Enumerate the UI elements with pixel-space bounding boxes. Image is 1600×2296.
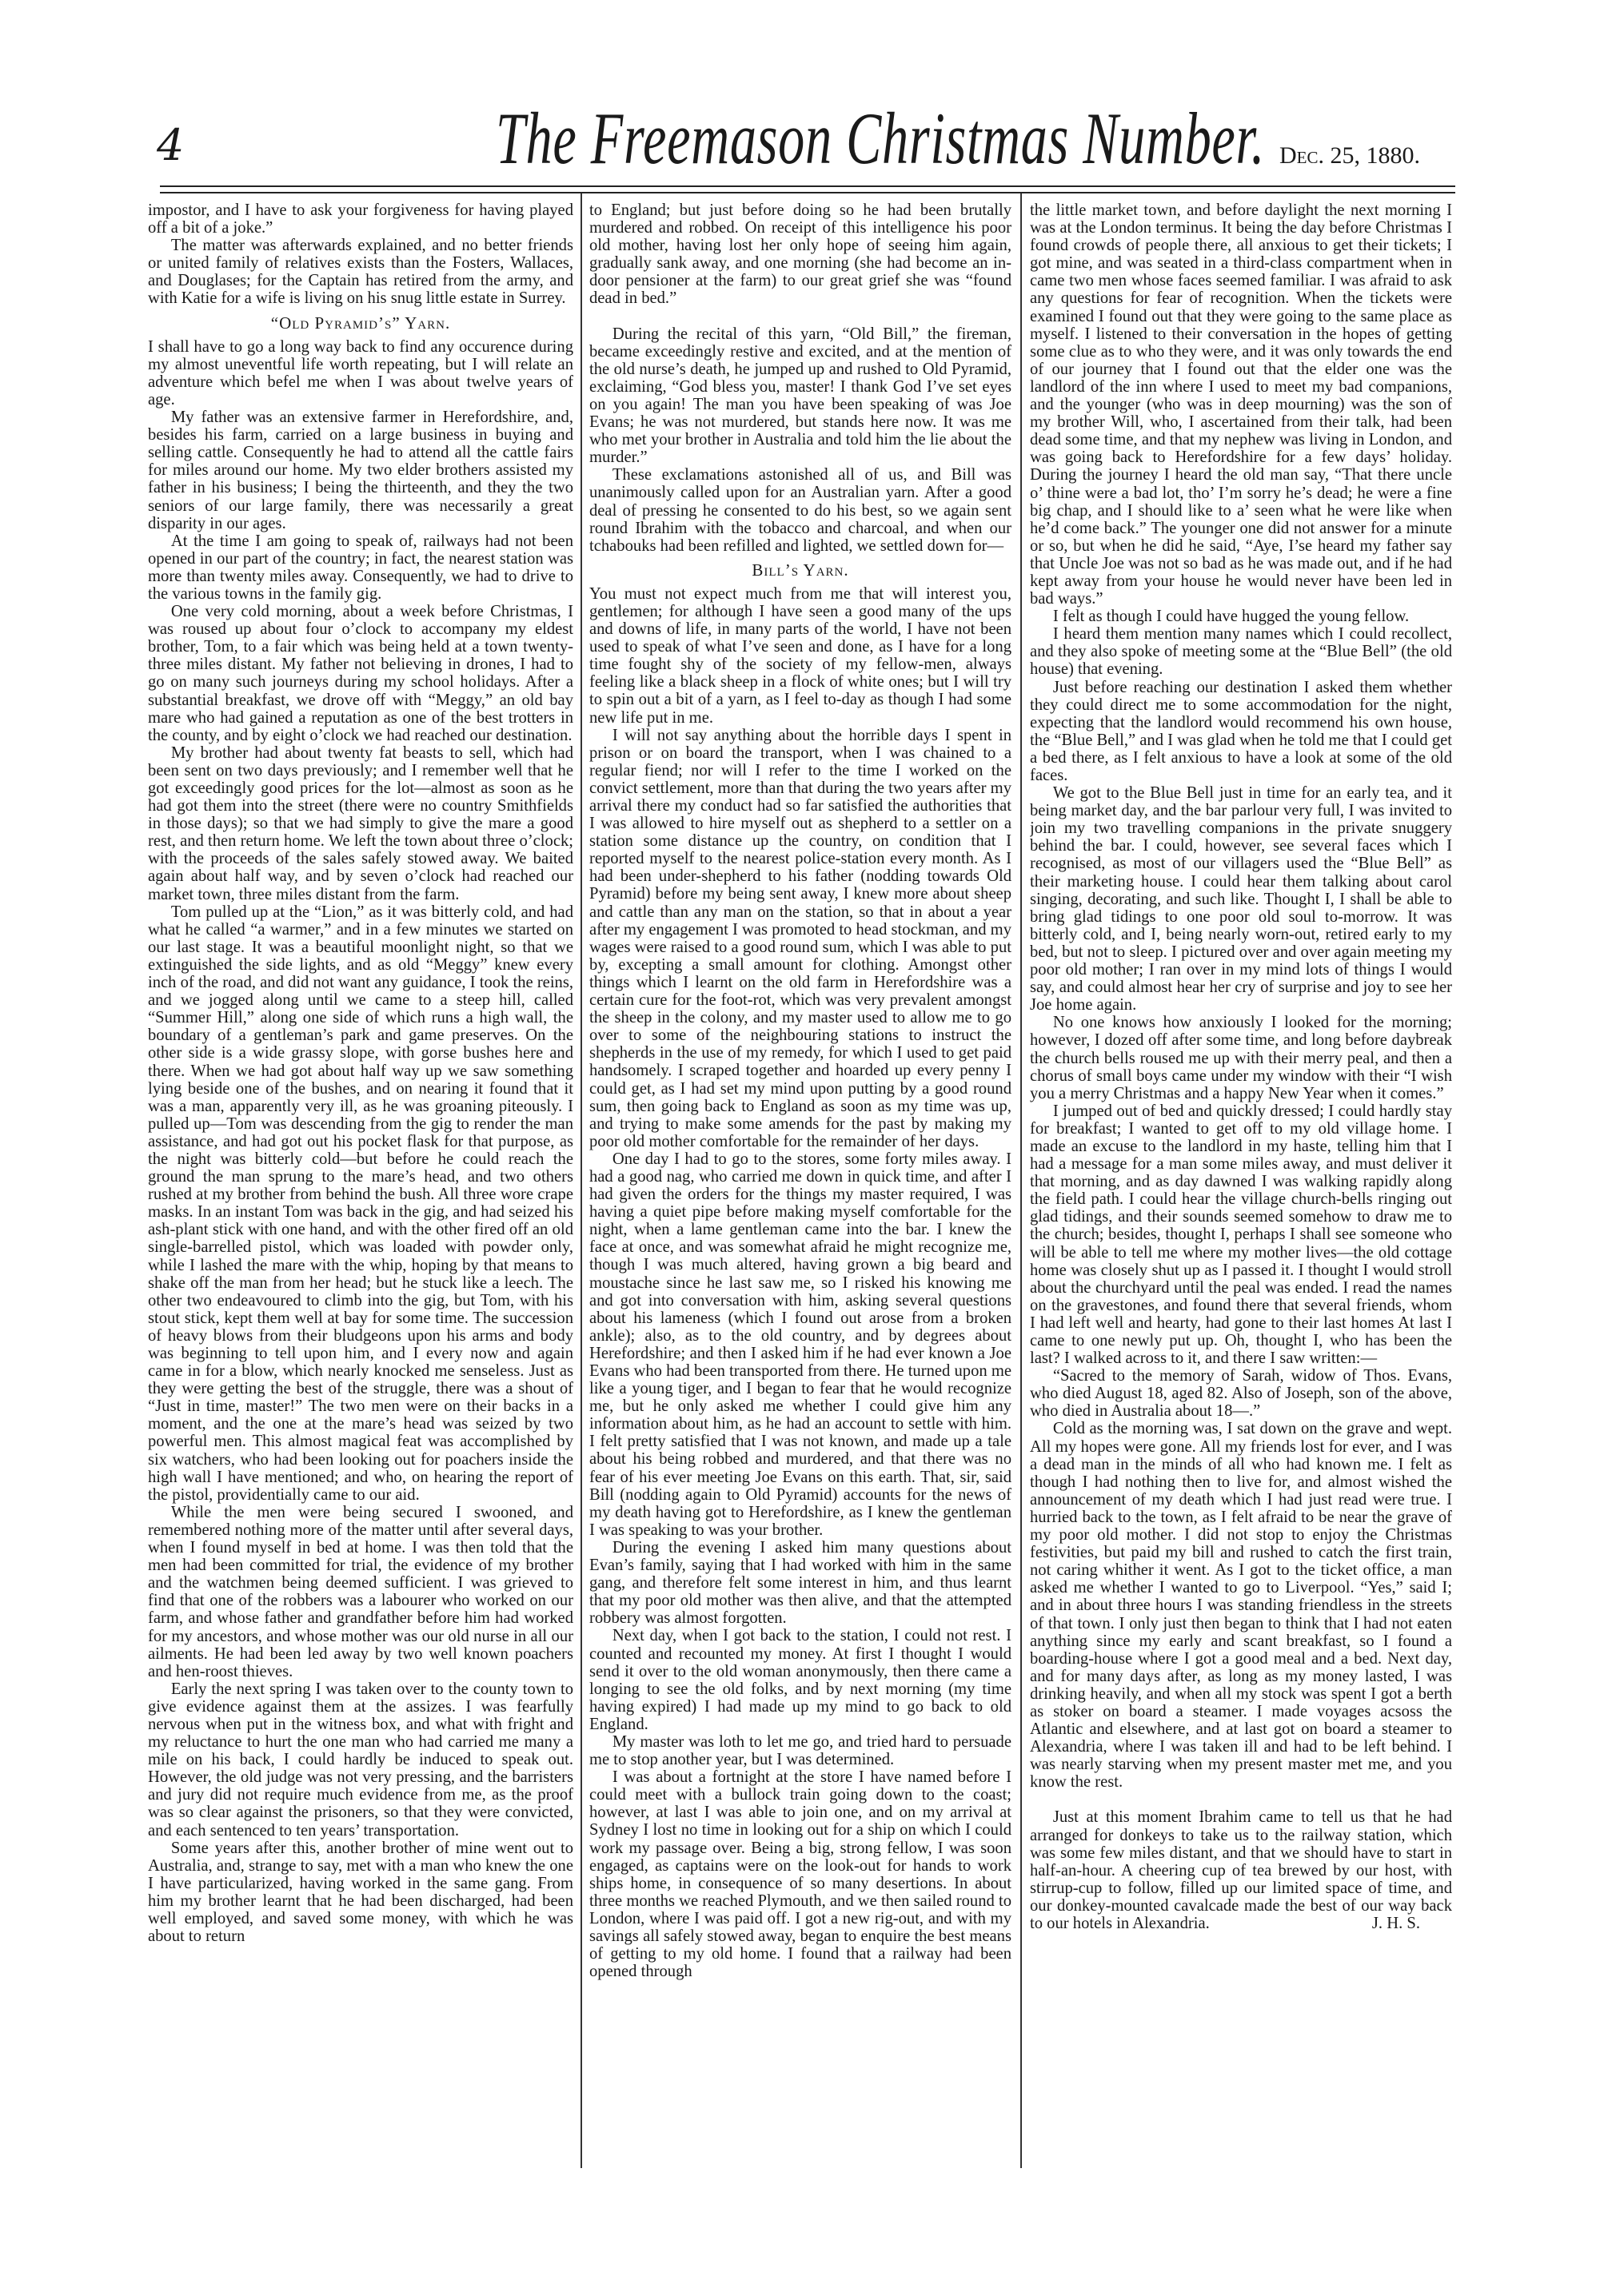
author-signature: J. H. S. — [1371, 1915, 1420, 1933]
paragraph: While the men were being secured I swooned, and remembered nothing more of the matter until after several days, when I found myself in bed at home. I was then told that the men had been committed for trial, the evidence of my brother and the watchmen being deemed sufficient. I was grieved to find that one of the robbers was a labourer who worked on our farm, and whose father and grandfather before him had worked for my ancestors, and whose mother was our old nurse in all our ailments. He had been led away by two well known poachers and hen-roost thieves. — [148, 1503, 573, 1680]
article-column-1 — [148, 201, 573, 2184]
paragraph: Just at this moment Ibrahim came to tell us that he had arranged for donkeys to take us to the railway station, which was some few miles distant, and that we should have to start in half-an-hour. A cheering cup of tea brewed by our host, with stirrup-cup to follow, filled up our limited space of time, and our donkey-mounted cavalcade made the best of our way back to our hotels in Alexandria. — [1030, 1808, 1452, 1932]
header-rule-top — [160, 185, 1455, 187]
paragraph-spacer — [589, 308, 1011, 325]
paragraph: No one knows how anxiously I looked for the morning; however, I dozed off after some time, and long before daybreak the church bells roused me up with their merry peal, and then a chorus of small boys came under my window with their “I wish you a merry Christmas and a happy New Year when it comes.” — [1030, 1014, 1452, 1102]
article-column-3 — [1030, 201, 1452, 2184]
paragraph: Next day, when I got back to the station, I could not rest. I counted and recounted my money. At first I thought I would send it over to the old woman anonymously, then there came a longing to see the old folks, and by next morning (my time having expired) I had made up my mind to go back to old England. — [589, 1627, 1011, 1733]
paragraph: One day I had to go to the stores, some forty miles away. I had a good nag, who carried me down in quick time, and after I had given the orders for the things my master required, I was having a quiet pipe before making myself comfortable for the night, when a lame gentleman came into the bar. I knew the face at once, and was somewhat afraid he might recognize me, though I was much altered, having grown a big beard and moustache since he last saw me, so I risked his knowing me and got into conversation with him, asking several questions about his lameness (which I found out arose from a broken ankle); also, as to the old country, and by degrees about Herefordshire; and then I asked him if he had ever known a Joe Evans who had been transported from there. He turned upon me like a young tiger, and I began to fear that he would recognize me, but he only asked me whether I could give him any information about him, as he had an account to settle with him. I felt pretty satisfied that I was not known, and made up a tale about his being robbed and murdered, and that there was no fear of his ever meeting Joe Evans on this earth. That, sir, said Bill (nodding again to Old Pyramid) accounts for the news of my death having got to Herefordshire, as I knew the gentleman I was speaking to was your brother. — [589, 1150, 1011, 1539]
paragraph: “Sacred to the memory of Sarah, widow of Thos. Evans, who died August 18, aged 82. Also of Joseph, son of the above, who died in Australia about 18—.” — [1030, 1367, 1452, 1421]
paragraph: I was about a fortnight at the store I have named before I could meet with a bullock train going down to the coast; however, at last I was able to join one, and on my arrival at Sydney I lost no time in looking out for a ship on which I could work my passage over. Being a big, strong fellow, I was soon engaged, as captains were on the look-out for hands to work ships home, in consequence of so many desertions. In about three months we reached Plymouth, and we then sailed round to London, where I was paid off. I got a new rig-out, and with my savings all safely stowed away, began to enquire the best means of getting to my old home. I found that a railway had been opened through — [589, 1768, 1011, 1981]
paragraph: My master was loth to let me go, and tried hard to persuade me to stop another year, but I was determined. — [589, 1732, 1011, 1769]
paragraph: One very cold morning, about a week before Christmas, I was roused up about four o’clock to accompany my eldest brother, Tom, to a fair which was being held at a town twenty-three miles distant. My father not believing in drones, I had to go on many such journeys during my school holidays. After a substantial breakfast, we drove off with “Meggy,” an old bay mare who had gained a reputation as one of the best trotters in the county, and by eight o’clock we had reached our destination. — [148, 603, 573, 744]
page-number: 4 — [157, 120, 185, 170]
paragraph-spacer — [1030, 1791, 1452, 1808]
paragraph: My brother had about twenty fat beasts to sell, which had been sent on two days previously; and I remember well that he got exceedingly good prices for the lot—almost as soon as he had got them into the street (there were no country Smithfields in those days); so that we had simply to give the mare a good rest, and then return home. We left the town about three o’clock; with the proceeds of the sales safely stowed away. We baited again about half way, and by seven o’clock had reached our market town, three miles distant from the farm. — [148, 743, 573, 903]
paragraph: Some years after this, another brother of mine went out to Australia, and, strange to say, met with a man who knew the one I have particularized, having worked in the same gang. From him my brother learnt that he had been discharged, had been well employed, and saved some money, with which he was about to return — [148, 1839, 573, 1946]
paragraph: the little market town, and before daylight the next morning I was at the London terminus. It being the day before Christmas I found crowds of people there, all anxious to get their tickets; I got mine, and was seated in a third-class compartment when in came two men whose faces seemed familiar. I was afraid to ask any questions for fear of recognition. When the tickets were examined I found out that they were going to the same place as myself. I listened to their conversation in the hopes of getting some clue as to who they were, and it was only towards the end of our journey that I found out that the elder one was the landlord of the inn where I used to meet my bad companions, and the younger (who was in deep mourning) was the son of my brother Will, who, I ascertained from their talk, had been dead some time, and that my nephew was living in London, and was going back to Herefordshire for a few days’ holiday. During the journey I heard the old man say, “That there uncle o’ thine were a bad lot, tho’ I’m sorry he’s dead; he were a fine big chap, and I should like to a’ seen what he were like when he’d come back.” The younger one did not answer for a minute or so, but when he did he said, “Aye, I’se heard my father say that Uncle Joe was not so bad as he was made out, and if he had kept away from your house he would never have been led in bad ways.” — [1030, 201, 1452, 608]
issue-date: Dec. 25, 1880. — [1279, 142, 1420, 169]
article-column-2 — [589, 201, 1011, 2184]
section-heading: “Old Pyramid’s” Yarn. — [270, 313, 451, 333]
paragraph: Cold as the morning was, I sat down on the grave and wept. All my hopes were gone. All my friends lost for ever, and I was a dead man in the minds of all who had known me. I felt as though I had nothing then to live for, and almost wished the announcement of my death which I had just read were true. I hurried back to the town, as I felt afraid to be near the grave of my poor old mother. I did not stop to enjoy the Christmas festivities, but paid my bill and rushed to catch the first train, not caring whither it went. As I got to the ticket office, a man asked me whether I wanted to go to Liverpool. “Yes,” said I; and in about three hours I was standing friendless in the streets of that town. I only just then began to think that I had not eaten anything since my early and scant breakfast, so I found a boarding-house where I got a good meal and a bed. Next day, and for many days after, as long as my money lasted, I was drinking heavily, and when all my stock was spent I got a berth as stoker on board a steamer. I made voyages acsoss the Atlantic and elsewhere, and at last got on board a steamer to Alexandria, where I was taken ill and had to be left behind. I was nearly starving when my present master met me, and you know the rest. — [1030, 1420, 1452, 1792]
column-divider — [1020, 193, 1022, 2168]
paragraph: During the recital of this yarn, “Old Bill,” the fireman, became exceedingly restive and excited, and at the mention of the old nurse’s death, he jumped up and rushed to Old Pyramid, exclaiming, “God bless you, master! I thank God I’ve set eyes on you again! The man you have been speaking of was Joe Evans; he was not murdered, but stands here now. It was me who met your brother in Australia and told him the lie about the murder.” — [589, 325, 1011, 467]
paragraph: I will not say anything about the horrible days I spent in prison or on board the transport, when I was chained to a regular fiend; nor will I refer to the time I worked on the convict settlement, more than that during the two years after my arrival there my conduct had so far satisfied the authorities that I was allowed to hire myself out as shepherd to a settler on a station some distance up the country, on condition that I reported myself to the nearest police-station every month. As I had been under-shepherd to his father (nodding towards Old Pyramid) before my being sent away, I knew more about sheep and cattle than any man on the station, so that in about a year after my engagement I was promoted to head stockman, and my wages were raised to a good round sum, which I was able to put by, excepting a small amount for clothing. Amongst other things which I learnt on the old farm in Herefordshire was a certain cure for the foot-rot, which was very prevalent amongst the sheep in the colony, and my master used to allow me to go over to some of the neighbouring stations to instruct the shepherds in the use of my remedy, for which I used to get paid handsomely. I scraped together and hoarded up every penny I could get, as I had set my mind upon putting by a good round sum, then going back to England as soon as my time was up, and trying to make some amends for the past by making my poor old mother comfortable for the remainder of her days. — [589, 726, 1011, 1150]
paragraph: At the time I am going to speak of, railways had not been opened in our part of the country; in fact, the nearest station was more than twenty miles away. Consequently, we had to drive to the various towns in the family gig. — [148, 532, 573, 603]
paragraph: I heard them mention many names which I could recollect, and they also spoke of meeting some at the “Blue Bell” (the old house) that evening. — [1030, 625, 1452, 679]
paragraph: These exclamations astonished all of us, and Bill was unanimously called upon for an Australian yarn. After a good deal of pressing he consented to do his best, so we again sent round Ibrahim with the tobacco and charcoal, and when our tchabouks had been refilled and lighted, we settled down for— — [589, 466, 1011, 555]
publication-title: The Freemason Christmas Number. — [496, 98, 1265, 179]
paragraph: to England; but just before doing so he had been brutally murdered and robbed. On receipt of this intelligence his poor old mother, having lost her only hope of seeing him again, gradually sank away, and one morning (she had become an in-door pensioner at the farm) to our great grief she was “found dead in bed.” — [589, 201, 1011, 308]
section-heading: Bill’s Yarn. — [752, 560, 849, 580]
paragraph: During the evening I asked him many questions about Evan’s family, saying that I had worked with him in the same gang, and therefore felt some interest in him, and thus learnt that my poor old mother was then alive, and that the attempted robbery was almost forgotten. — [589, 1538, 1011, 1628]
paragraph: I shall have to go a long way back to find any occurence during my almost uneventful life worth repeating, but I will relate an adventure which befel me when I was about twelve years of age. — [148, 337, 573, 409]
paragraph: Early the next spring I was taken over to the county town to give evidence against them at the assizes. I was fearfully nervous when put in the witness box, and what with fright and my reluctance to hurt the one man who had carried me many a mile on his back, I could hardly be induced to speak out. However, the old judge was not very pressing, and the barristers and jury did not require much evidence from me, as the proof was so clear against the prisoners, so that they were convicted, and each sentenced to ten years’ transportation. — [148, 1680, 573, 1840]
paragraph: We got to the Blue Bell just in time for an early tea, and it being market day, and the bar parlour very full, I was invited to join my two travelling companions in the private snuggery behind the bar. I could, however, see several faces which I recognised, as most of our villagers used the “Blue Bell” as their marketing house. I could hear them talking about carol singing, decorating, and such like. Thought I, I shall be able to bring glad tidings to one poor old soul to-morrow. It was bitterly cold, and I, being nearly worn-out, retired early to my bed, but not to sleep. I pictured over and over again meeting my poor old mother; I ran over in my mind lots of things I would say, and could almost hear her cry of surprise and joy to see her Joe home again. — [1030, 784, 1452, 1014]
paragraph: The matter was afterwards explained, and no better friends or united family of relatives exists than the Fosters, Wallaces, and Douglases; for the Captain has retired from the army, and with Katie for a wife is living on his snug little estate in Surrey. — [148, 237, 573, 308]
column-divider — [581, 193, 582, 2168]
paragraph: You must not expect much from me that will interest you, gentlemen; for although I have seen a good many of the ups and downs of life, in many parts of the world, I have not been used to speak of what I’ve seen and done, as I have for a long time fought shy of the society of my fellow-men, always feeling like a black sheep in a flock of white ones; but I will try to spin out a bit of a yarn, as I feel to-day as though I had some new life put in me. — [589, 584, 1011, 727]
paragraph: I jumped out of bed and quickly dressed; I could hardly stay for breakfast; I wanted to get off to my old village home. I made an excuse to the landlord in my haste, telling him that I had a message for a man some miles away, and must deliver it that morning, and as day dawned I was walking rapidly along the field path. I could hear the village church-bells ringing out glad tidings, and their sounds seemed somehow to draw me to the church; besides, thought I, perhaps I shall see someone who will be able to tell me where my mother lives—the old cottage home was closely shut up as I passed it. I thought I would stroll about the churchyard until the peal was ended. I read the names on the gravestones, and found there that several friends, whom I had left well and hearty, had gone to their last homes At last I came to one newly put up. Oh, thought I, who has been the last? I walked across to it, and there I saw written:— — [1030, 1102, 1452, 1368]
paragraph: I felt as though I could have hugged the young fellow. — [1052, 608, 1410, 626]
paragraph: Tom pulled up at the “Lion,” as it was bitterly cold, and had what he called “a warmer,” and in a few minutes we started on our last stage. It was a beautiful moonlight night, so that we extinguished the side lights, and as old “Meggy” knew every inch of the road, and did not want any guidance, I took the reins, and we jogged along until we came to a steep hill, called “Summer Hill,” along one side of which runs a high wall, the boundary of a gentleman’s park and game preserves. On the other side is a wide grassy slope, with gorse bushes here and there. When we had got about half way up we saw something lying beside one of the bushes, and on nearing it found that it was a man, apparently very ill, as he was groaning piteously. I pulled up—Tom was descending from the gig to render the man assistance, and had got out his pocket flask for that purpose, as the night was bitterly cold—but before he could reach the ground the man sprung to the mare’s head, and two others rushed at my brother from behind the bush. All three wore crape masks. In an instant Tom was back in the gig, and had seized his ash-plant stick with one hand, and with the other fired off an old single-barrelled pistol, which was loaded with powder only, while I lashed the mare with the whip, hoping by that means to shake off the man from her head; but he stuck like a leech. The other two endeavoured to climb into the gig, but Tom, with his stout stick, kept them well at bay for some time. The succession of heavy blows from their bludgeons upon his arms and body was beginning to tell upon him, and I every now and again came in for a blow, which nearly knocked me senseless. Just as they were getting the best of the struggle, there was a shout of “Just in time, master!” The two men were on their backs in a moment, and the one at the mare’s head was seized by two powerful men. This almost magical feat was accomplished by six watchers, who had been looking out for poachers inside the high wall I have mentioned; and who, on hearing the report of the pistol, providentially came to our aid. — [148, 903, 573, 1504]
paragraph: impostor, and I have to ask your forgiveness for having played off a bit of a joke.” — [148, 201, 573, 237]
paragraph: Just before reaching our destination I asked them whether they could direct me to some accommodation for the night, expecting that the landlord would recommend his own house, the “Blue Bell,” and I was glad when he told me that I could get a bed there, as I felt anxious to have a look at some of the old faces. — [1030, 678, 1452, 784]
paragraph: My father was an extensive farmer in Herefordshire, and, besides his farm, carried on a large business in buying and selling cattle. Consequently he had to attend all the cattle fairs for miles around our home. My two elder brothers assisted my father in his business; I being the thirteenth, and they the two seniors of our large family, there was necessarily a great disparity in our ages. — [148, 409, 573, 532]
header-rule-bottom — [160, 192, 1455, 193]
